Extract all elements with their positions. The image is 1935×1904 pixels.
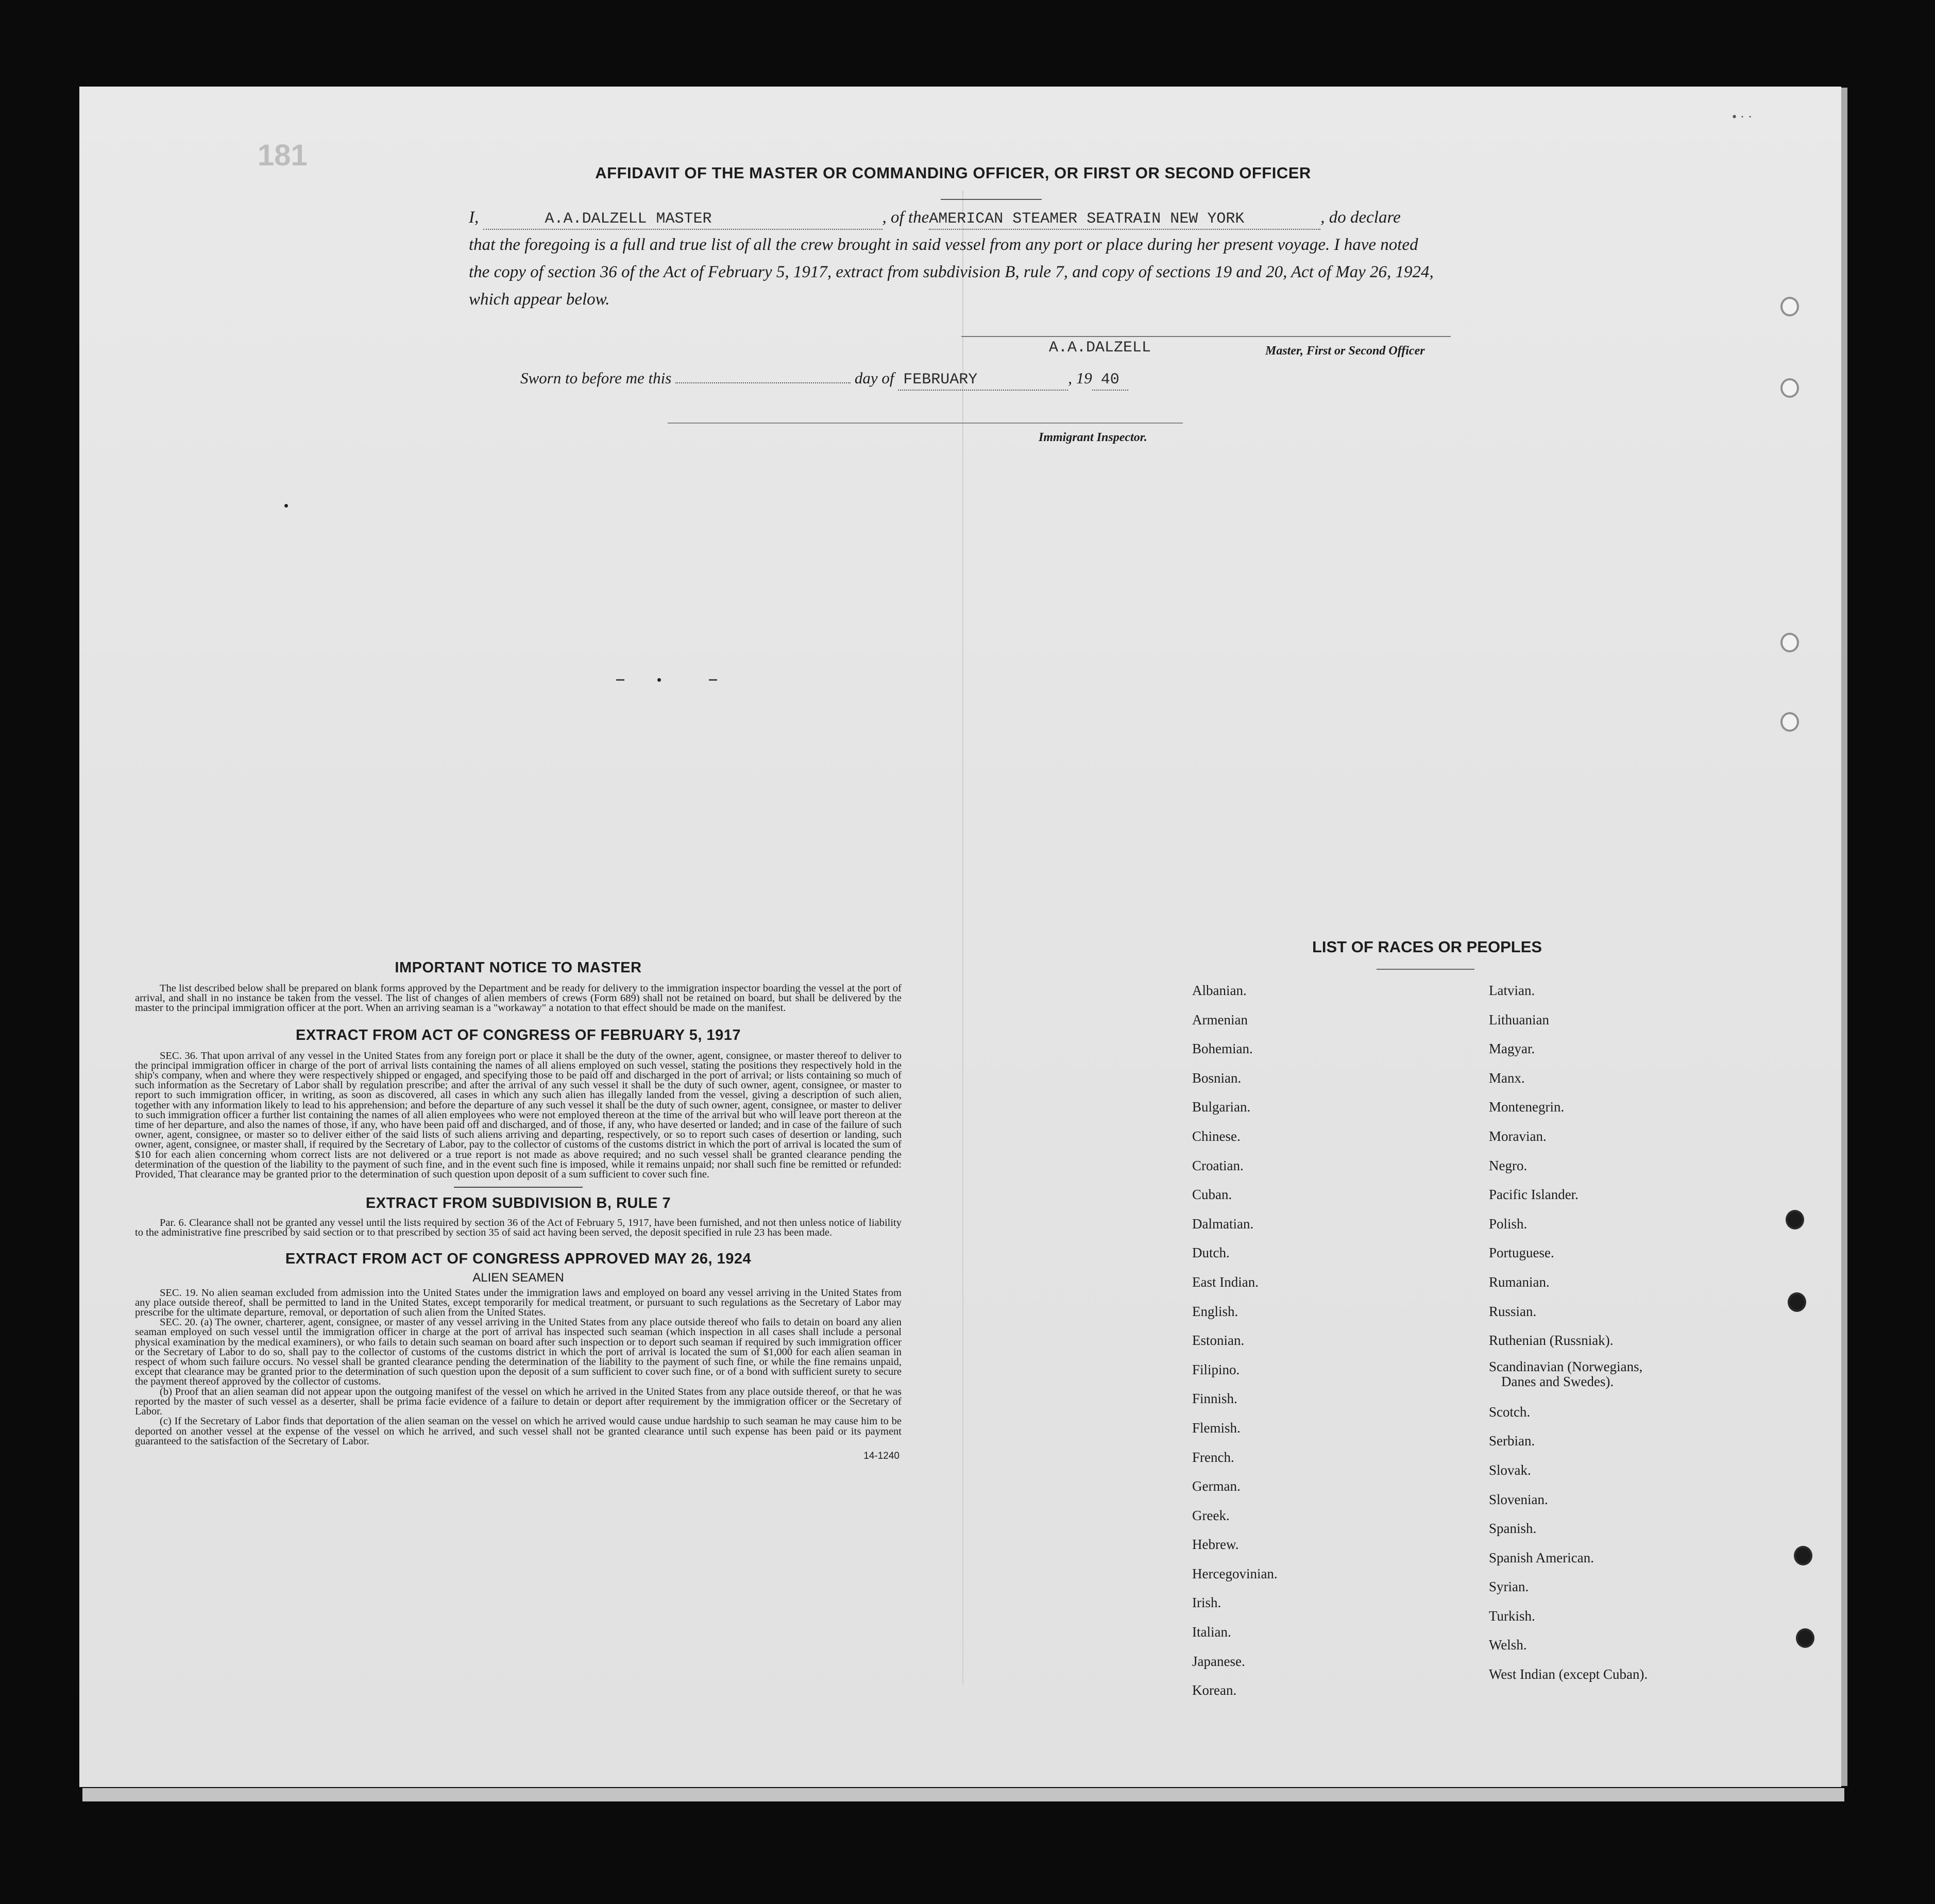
race-item: Bosnian. <box>1192 1070 1242 1086</box>
punch-hole <box>1780 633 1799 652</box>
declaration-line-2: that the foregoing is a full and true list of all the crew brought in said vessel from any port or place during her present voyage. I have noted <box>469 235 1418 254</box>
race-item: Croatian. <box>1192 1157 1244 1173</box>
race-item: Moravian. <box>1489 1128 1547 1144</box>
race-item: Hercegovinian. <box>1192 1565 1278 1581</box>
notice-body: The list described below shall be prepared on blank forms approved by the Department and be ready for delivery to the immigration inspector boarding the vessel at the port of arrival, and shall in no instance be taken from the vessel. The list of changes of alien members of crews (Form 689) shall not be retained on board, but shall be delivered by the master to the principal immigration officer at the port. When an arriving seaman is a "workaway" a notation to that effect should be made on the manifest. <box>135 983 902 1014</box>
race-item: Spanish. <box>1489 1521 1537 1537</box>
race-item: Slovak. <box>1489 1462 1531 1478</box>
punch-hole <box>1794 1546 1812 1565</box>
race-item: Portuguese. <box>1489 1245 1554 1261</box>
race-item: Dalmatian. <box>1192 1216 1254 1232</box>
extract3-subheading: ALIEN SEAMEN <box>472 1270 564 1285</box>
speck <box>284 504 288 508</box>
sec19-body: SEC. 19. No alien seaman excluded from admission into the United States under the immigration laws and employed on board any vessel arriving in the United States from any place outside thereof, shall be permitted to land in the United States, except temporarily for medical treatment, or pursuant to such regulations as the Secretary of Labor may prescribe for the ultimate departure, removal, or deportation of such alien from the United States. <box>135 1287 902 1319</box>
race-item: Filipino. <box>1192 1361 1240 1377</box>
declaration-line-3: the copy of section 36 of the Act of February 5, 1917, extract from subdivision B, rule 7, and copy of sections 19 and 20, Act of May 26, 1924, <box>469 263 1434 281</box>
notice-heading: IMPORTANT NOTICE TO MASTER <box>395 959 642 976</box>
race-item: Syrian. <box>1489 1579 1529 1595</box>
race-item: Spanish American. <box>1489 1549 1594 1565</box>
affidavit-title: AFFIDAVIT OF THE MASTER OR COMMANDING OFFICER, OR FIRST OR SECOND OFFICER <box>595 164 1311 182</box>
page-edge-shadow <box>1841 88 1847 1786</box>
sworn-label: Sworn to before me this <box>520 369 672 387</box>
race-item: Cuban. <box>1192 1187 1232 1203</box>
race-item: Estonian. <box>1192 1333 1245 1349</box>
race-item: Italian. <box>1192 1624 1231 1640</box>
i-label: I, <box>469 208 479 227</box>
race-item: Polish. <box>1489 1216 1527 1232</box>
of-label: , of the <box>882 208 929 227</box>
race-item: Magyar. <box>1489 1041 1535 1057</box>
declaration <box>469 204 1453 313</box>
race-item: Irish. <box>1192 1595 1221 1611</box>
title-divider <box>941 199 1042 200</box>
punch-hole <box>1780 712 1799 732</box>
year-prefix: , 19 <box>1068 369 1092 387</box>
race-item: Bulgarian. <box>1192 1099 1251 1115</box>
signature-title: Master, First or Second Officer <box>1265 344 1425 358</box>
race-item: Welsh. <box>1489 1637 1527 1653</box>
punch-hole <box>1786 1210 1804 1229</box>
speck <box>657 678 661 682</box>
race-item: Hebrew. <box>1192 1537 1239 1553</box>
race-item: Negro. <box>1489 1157 1527 1173</box>
notice-block <box>135 959 902 1462</box>
race-item: Korean. <box>1192 1682 1237 1698</box>
section-divider <box>454 1187 583 1188</box>
day-field[interactable] <box>675 382 851 383</box>
race-item: Manx. <box>1489 1070 1525 1086</box>
inspector-line <box>668 423 1183 424</box>
signature-line <box>961 336 1451 337</box>
race-item: Scotch. <box>1489 1404 1531 1420</box>
race-item: East Indian. <box>1192 1274 1259 1290</box>
speck <box>616 679 624 681</box>
race-item: West Indian (except Cuban). <box>1489 1666 1648 1682</box>
punch-hole <box>1796 1628 1814 1648</box>
page-number: 181 <box>258 139 308 172</box>
race-item: Armenian <box>1192 1012 1248 1027</box>
punch-hole <box>1780 297 1799 316</box>
extract3-heading: EXTRACT FROM ACT OF CONGRESS APPROVED MAY 26, 1924 <box>285 1250 752 1267</box>
race-item: Chinese. <box>1192 1128 1241 1144</box>
declare-label: , do declare <box>1320 208 1401 227</box>
sec20b-body: (b) Proof that an alien seaman did not appear upon the outgoing manifest of the vessel on which he arrived in the United States from any place outside thereof, or that he was reported by the master of such vessel as a deserter, shall be prima facie evidence of a failure to detain or deport after requirement by the immigration officer or the Secretary of Labor. <box>135 1386 902 1418</box>
race-item: Dutch. <box>1192 1245 1230 1261</box>
punch-hole <box>1780 378 1799 398</box>
sec20a-body: SEC. 20. (a) The owner, charterer, agent, consignee, or master of any vessel arriving in the United States from any place outside thereof who fails to detain on board any alien seaman employed on such vessel until the immigration officer in charge at the port of arrival has inspected such seaman (which inspection in all cases shall include a personal physical examination by the medical examiners), or who fails to detain such seaman on board after such inspection or to deport such seaman if required by such immigration officer or the Secretary of Labor to do so, shall pay to the collector of customs of the customs district in which the port of arrival is located the sum of $1,000 for each alien seaman in respect of whom such failure occurs. No vessel shall be granted clearance pending the determination of the liability to the payment of such fine, or while the fine remains unpaid, except that clearance may be granted prior to the determination of such question upon the deposit of a sum sufficient to cover such fine, or of a bond with sufficient surety to secure the payment thereof approved by the collector of customs. <box>135 1317 902 1388</box>
corner-mark: • · · <box>1732 109 1753 124</box>
month-field[interactable]: FEBRUARY <box>898 370 1068 391</box>
inspector-label: Immigrant Inspector. <box>1039 431 1147 444</box>
signature-name: A.A.DALZELL <box>1049 339 1151 357</box>
speck <box>709 679 717 681</box>
race-item: Albanian. <box>1192 983 1247 998</box>
race-item: Flemish. <box>1192 1420 1241 1436</box>
punch-hole <box>1788 1292 1806 1312</box>
sec20c-body: (c) If the Secretary of Labor finds that deportation of the alien seaman on the vessel on which he arrived would cause undue hardship to such seaman he may cause him to be deported on another vessel at the expense of the vessel on which he arrived, and such vessel shall not be granted clearance until such expense has been paid or its payment guaranteed to the satisfaction of the Secretary of Labor. <box>135 1416 902 1447</box>
race-item: Rumanian. <box>1489 1274 1550 1290</box>
form-number: 14-1240 <box>863 1450 899 1461</box>
race-item: Serbian. <box>1489 1433 1535 1449</box>
declaration-line-4: which appear below. <box>469 290 610 309</box>
races-title-divider <box>1377 969 1474 970</box>
races-left-column <box>1192 976 1278 1705</box>
race-item: Montenegrin. <box>1489 1099 1565 1115</box>
extract1-body: SEC. 36. That upon arrival of any vessel in the United States from any foreign port or place it shall be the duty of the owner, agent, consignee, or master thereof to deliver to the principal immigration officer in charge of the port of arrival lists containing the names of all aliens employed on such vessel, stating the positions they respectively hold in the ship's company, when and where they were respectively shipped or engaged, and specifying those to be paid off and discharged in the port of arrival; or lists containing so much of such information as the Secretary of Labor shall by regulation prescribe; and after the arrival of any such vessel it shall be the duty of such owner, agent, consignee, or master to report to such immigration officer, in writing, as soon as discovered, all cases in which any such alien has illegally landed from the vessel, giving a description of such alien, together with any information likely to lead to his apprehension; and before the departure of any such vessel it shall be the duty of such owner, agent, consignee, or master to deliver to such immigration officer a further list containing the names of all alien employees who were not employed thereon at the time of the arrival but who will leave port thereon at the time of her departure, and also the names of those, if any, who have been paid off and discharged, and of those, if any, who have deserted or landed; and in case of the failure of such owner, agent, consignee, or master so to deliver either of the said lists of such aliens arriving and departing, respectively, or so to report such cases of desertion or landing, such owner, agent, consignee, or master shall, if required by the Secretary of Labor, pay to the collector of customs of the customs district in which the port of arrival is located the sum of $10 for each alien concerning whom correct lists are not delivered or a true report is not made as above required; and no such vessel shall be granted clearance pending the determination of the question of the liability to the payment of such fine, and in the event such fine is imposed, while it remains unpaid; nor shall such fine be remitted or refunded: Provided, That clearance may be granted prior to the determination of such question upon deposit of a sum sufficient to cover such fine. <box>135 1050 902 1181</box>
race-item: Danes and Swedes). <box>1501 1373 1614 1389</box>
race-item: Russian. <box>1489 1303 1537 1319</box>
race-item-multiline <box>1489 1355 1648 1397</box>
vessel-field[interactable]: AMERICAN STEAMER SEATRAIN NEW YORK <box>929 209 1320 230</box>
extract1-heading: EXTRACT FROM ACT OF CONGRESS OF FEBRUARY 5, 1917 <box>295 1026 741 1043</box>
race-item: Japanese. <box>1192 1653 1245 1669</box>
race-item: Finnish. <box>1192 1391 1237 1407</box>
race-item: Turkish. <box>1489 1608 1535 1624</box>
race-item: Scandinavian (Norwegians, <box>1489 1358 1643 1374</box>
race-item: Pacific Islander. <box>1489 1187 1578 1203</box>
signature-name-wrap <box>1049 338 1151 357</box>
day-label: day of <box>854 369 894 387</box>
races-title: LIST OF RACES OR PEOPLES <box>1312 938 1542 956</box>
race-item: French. <box>1192 1449 1234 1465</box>
race-item: Latvian. <box>1489 983 1535 998</box>
signature-title-wrap <box>1265 341 1425 359</box>
sworn-line <box>520 369 1128 391</box>
races-right-column <box>1489 976 1648 1689</box>
inspector-label-wrap <box>1039 428 1147 445</box>
race-item: Lithuanian <box>1489 1012 1549 1027</box>
race-item: Greek. <box>1192 1507 1230 1523</box>
race-item: Slovenian. <box>1489 1491 1548 1507</box>
race-item: English. <box>1192 1303 1238 1319</box>
race-item: German. <box>1192 1478 1241 1494</box>
year-field[interactable]: 40 <box>1092 370 1128 391</box>
name-field[interactable]: A.A.DALZELL MASTER <box>483 209 882 230</box>
page-bottom-edge <box>82 1788 1844 1801</box>
extract2-body: Par. 6. Clearance shall not be granted any vessel until the lists required by section 36 of the Act of February 5, 1917, have been furnished, and not then unless notice of liability to the administrative fine prescribed by said section or to that prescribed by section 35 of said act having been served, the deposit specified in rule 23 has been made. <box>135 1217 902 1239</box>
extract2-heading: EXTRACT FROM SUBDIVISION B, RULE 7 <box>365 1195 671 1212</box>
race-item: Ruthenian (Russniak). <box>1489 1333 1614 1349</box>
center-fold-line <box>962 191 963 1685</box>
race-item: Bohemian. <box>1192 1041 1253 1057</box>
